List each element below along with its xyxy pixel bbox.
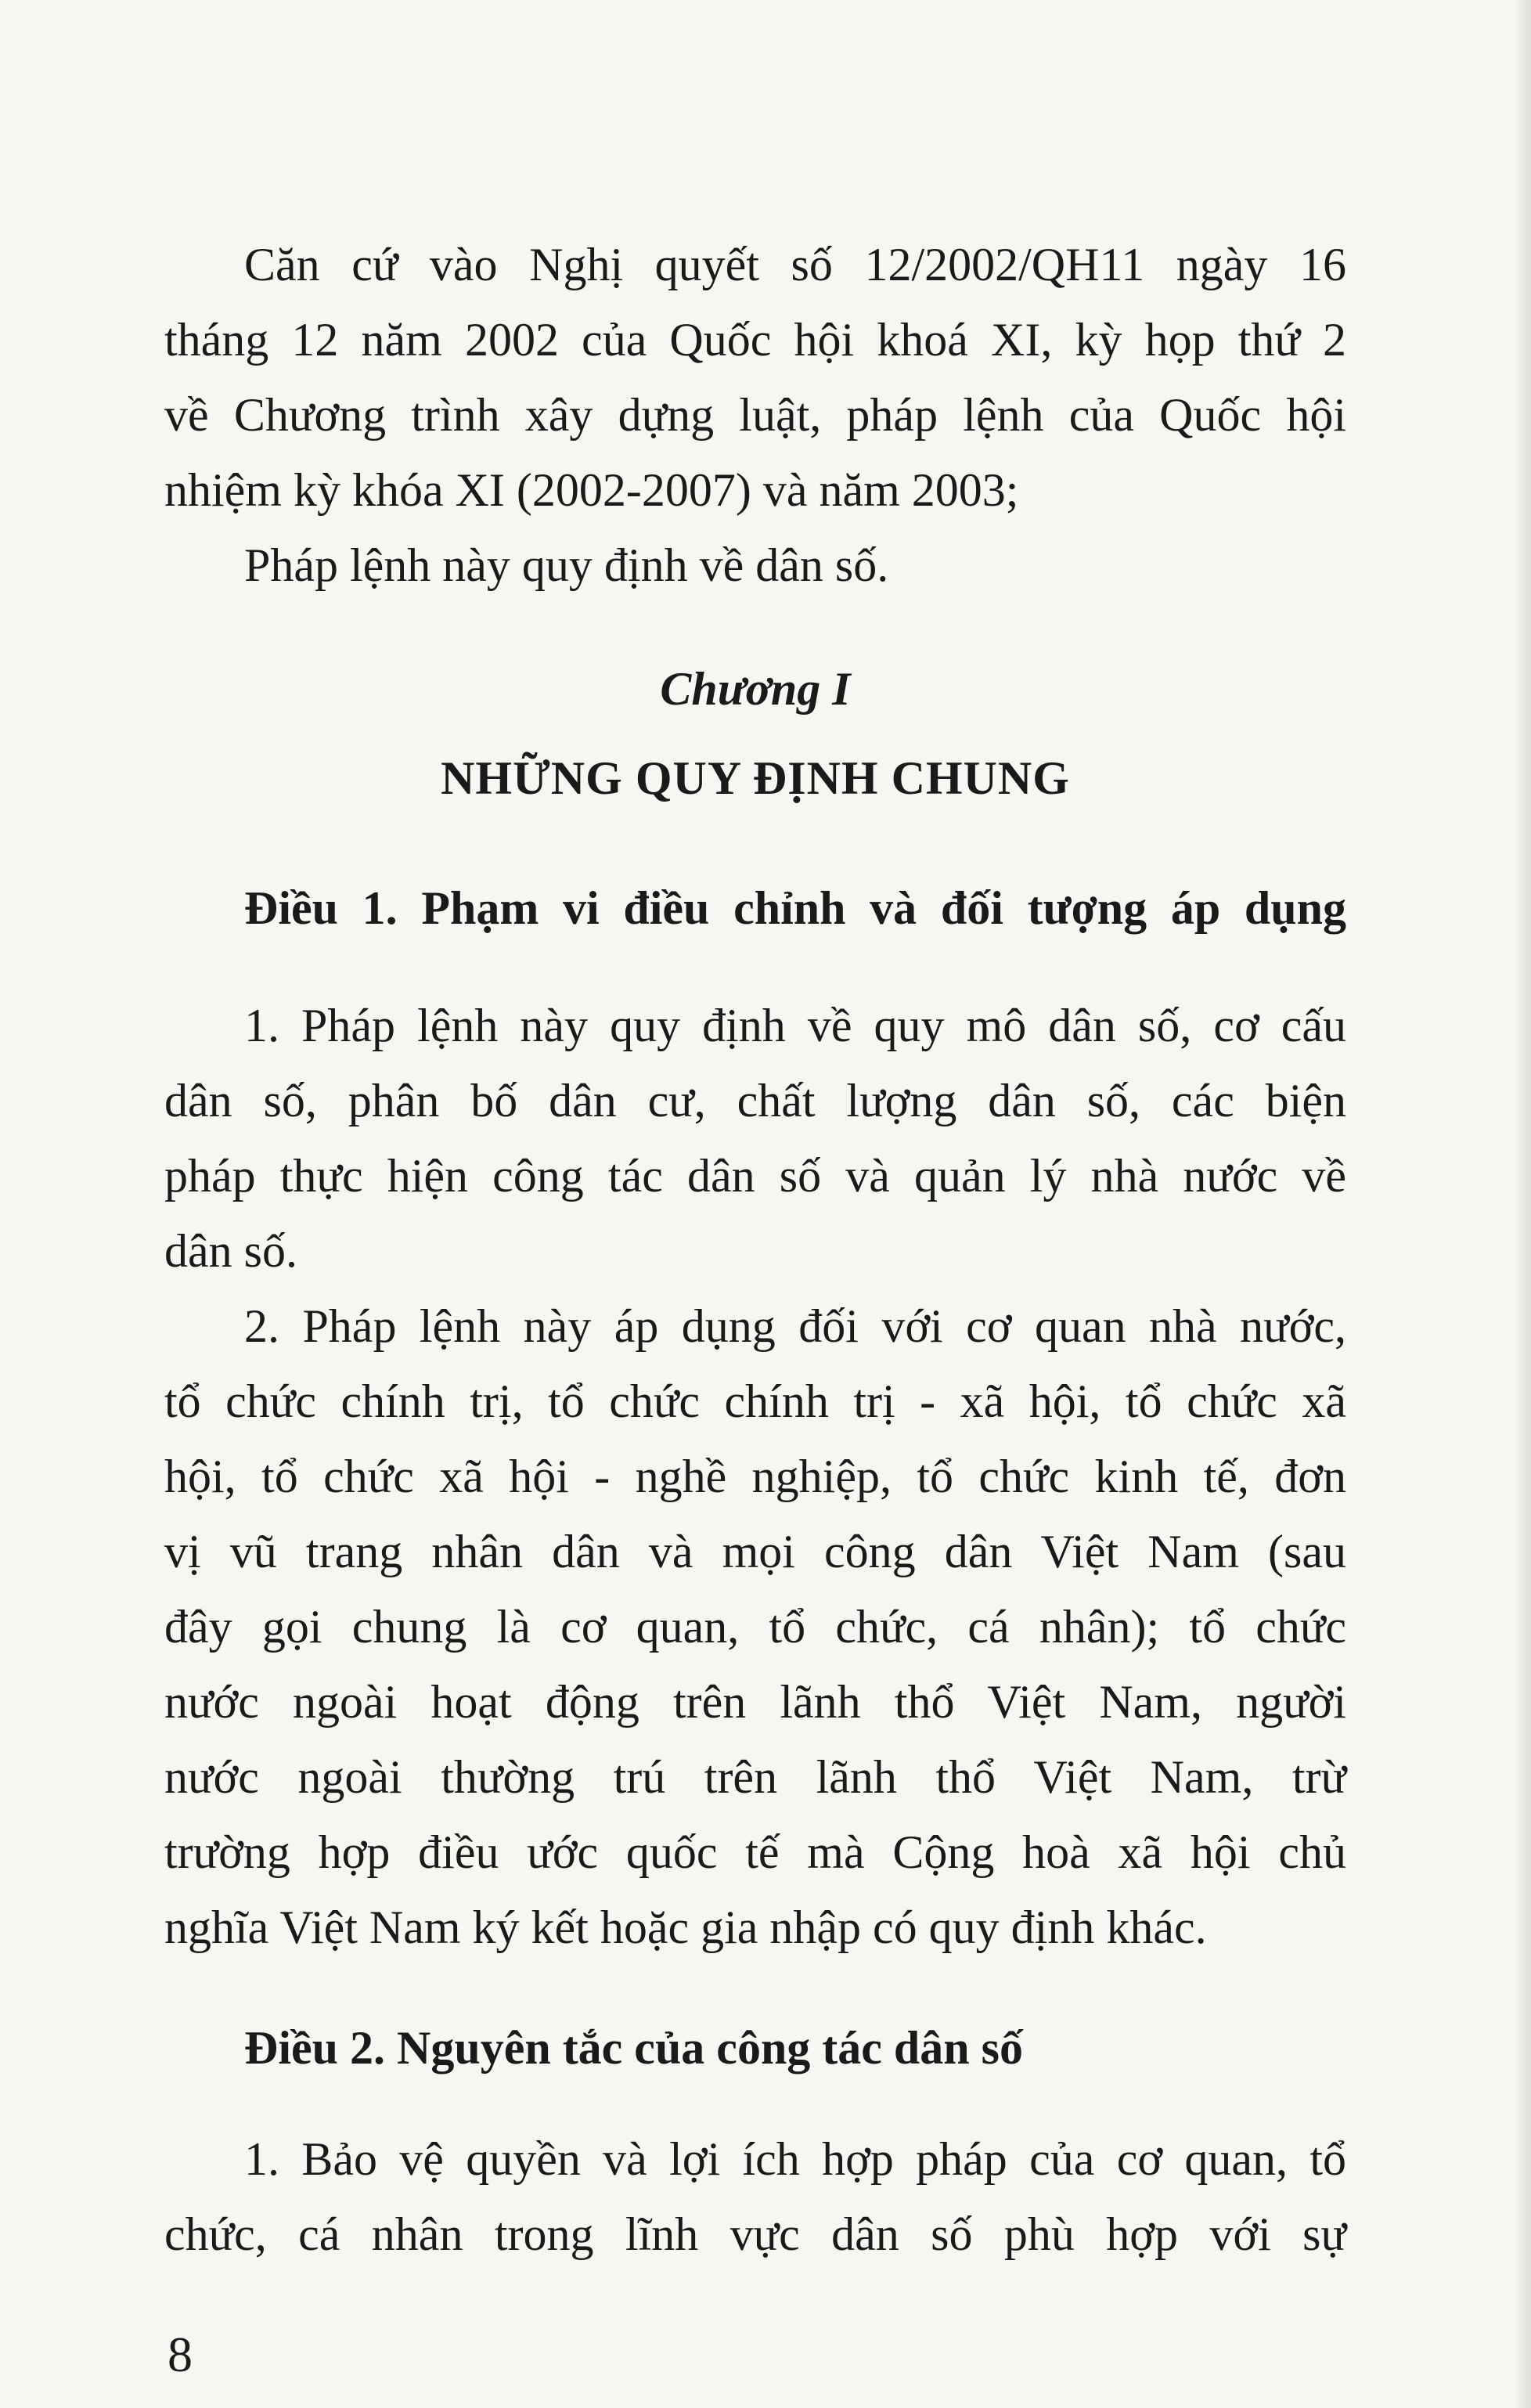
article-1-clause-2-line: nghĩa Việt Nam ký kết hoặc gia nhập có quy định khác. <box>164 1902 1207 1953</box>
article-1-clause-2-line: tổ chức chính trị, tổ chức chính trị - xã hội, tổ chức xã <box>164 1375 1346 1427</box>
preamble-line: Pháp lệnh này quy định về dân số. <box>244 539 889 591</box>
article-1-clause-2-line: hội, tổ chức xã hội - nghề nghiệp, tổ chức kinh tế, đơn <box>164 1451 1346 1502</box>
preamble-line: về Chương trình xây dựng luật, pháp lệnh của Quốc hội <box>164 389 1346 441</box>
chapter-number: Chương I <box>660 663 851 715</box>
preamble-line: nhiệm kỳ khóa XI (2002-2007) và năm 2003; <box>164 464 1019 516</box>
article-1-clause-2-line: vị vũ trang nhân dân và mọi công dân Việt Nam (sau <box>164 1526 1346 1577</box>
spine-shadow <box>1514 0 1531 2408</box>
article-1-clause-2-line: trường hợp điều ước quốc tế mà Cộng hoà xã hội chủ <box>164 1826 1346 1878</box>
article-1-heading: Điều 1. Phạm vi điều chỉnh và đối tượng áp dụng <box>244 882 1346 934</box>
article-1-clause-2-line: 2. Pháp lệnh này áp dụng đối với cơ quan nhà nước, <box>244 1300 1346 1352</box>
article-2-clause-1-line: chức, cá nhân trong lĩnh vực dân số phù hợp với sự <box>164 2208 1346 2260</box>
preamble-line: Căn cứ vào Nghị quyết số 12/2002/QH11 ngày 16 <box>244 239 1346 290</box>
article-1-clause-1-line: 1. Pháp lệnh này quy định về quy mô dân số, cơ cấu <box>244 1000 1346 1051</box>
article-2-heading: Điều 2. Nguyên tắc của công tác dân số <box>244 2022 1024 2074</box>
article-1-clause-2-line: đây gọi chung là cơ quan, tổ chức, cá nhân); tổ chức <box>164 1601 1346 1653</box>
preamble-line: tháng 12 năm 2002 của Quốc hội khoá XI, kỳ họp thứ 2 <box>164 314 1346 366</box>
article-2-clause-1-line: 1. Bảo vệ quyền và lợi ích hợp pháp của cơ quan, tổ <box>244 2133 1346 2185</box>
article-1-clause-2-line: nước ngoài hoạt động trên lãnh thổ Việt Nam, người <box>164 1676 1346 1728</box>
article-1-clause-1-line: dân số. <box>164 1225 297 1277</box>
article-1-clause-1-line: pháp thực hiện công tác dân số và quản lý nhà nước về <box>164 1150 1346 1202</box>
article-1-clause-1-line: dân số, phân bố dân cư, chất lượng dân số, các biện <box>164 1075 1346 1126</box>
chapter-title: NHỮNG QUY ĐỊNH CHUNG <box>441 752 1070 804</box>
page-number: 8 <box>168 2327 193 2382</box>
article-1-clause-2-line: nước ngoài thường trú trên lãnh thổ Việt Nam, trừ <box>164 1751 1346 1803</box>
